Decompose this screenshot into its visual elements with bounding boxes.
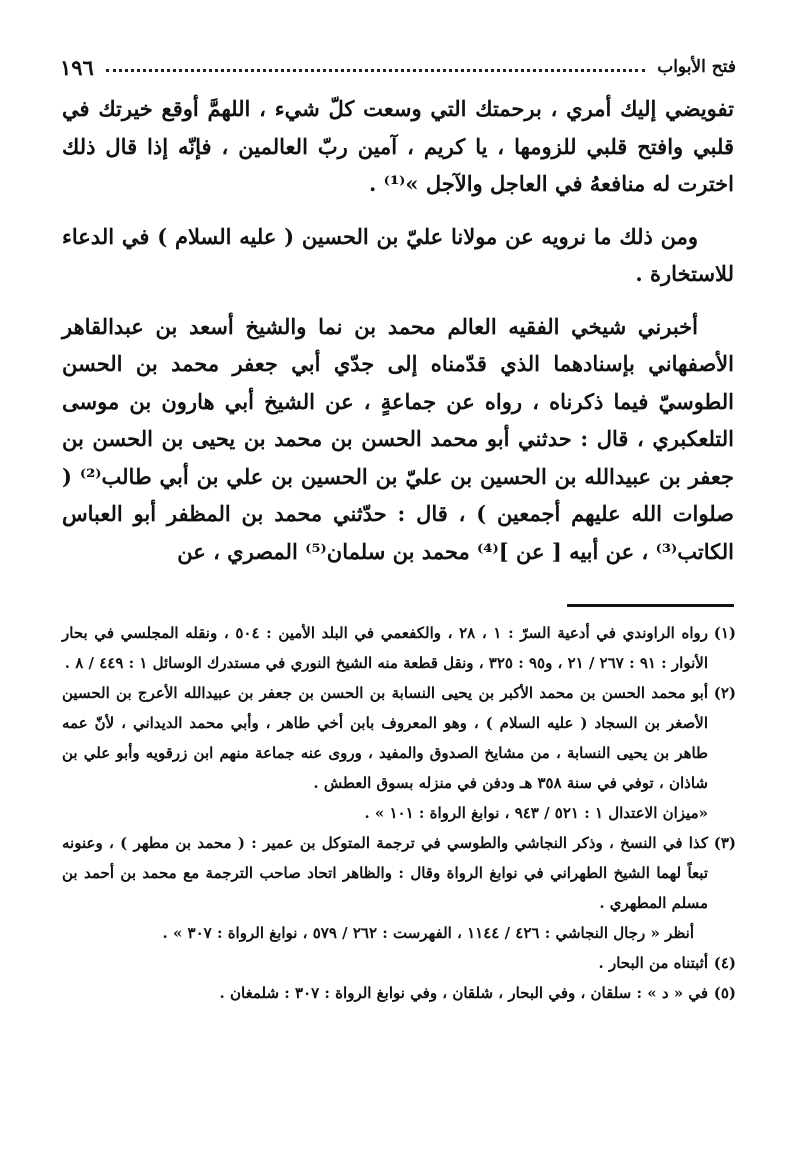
footnote-3 [62,828,736,948]
footnote-1 [62,618,736,678]
footnote-text: في « د » : سلقان ، وفي البحار ، شلقان ، وفي نوابغ الرواة : ٣٠٧ : شلمغان . [219,984,708,1002]
footnote-number: (٢) [713,684,736,702]
book-title: فتح الأبواب [657,57,736,77]
page-number: ١٩٦ [60,54,94,80]
paragraph-3: أخبرني شيخي الفقيه العالم محمد بن نما والشيخ أسعد بن عبدالقاهر الأصفهاني بإسنادهما الذي قدّمناه إلى جدّي أبي جعفر محمد بن الحسن الطوسيّ فيما ذكرناه ، رواه عن جماعةٍ ، عن الشيخ أبي هارون بن موسى التلعكبري ، قال : حدثني أبو محمد الحسن بن محمد بن يحيى بن الحسن بن جعفر بن عبيدالله بن الحسين بن عليّ بن الحسين بن علي بن أبي طالب⁽²⁾ ( صلوات الله عليهم أجمعين ) ، قال : حدّثني محمد بن المظفر أبو العباس الكاتب⁽³⁾ ، عن أبيه [ عن ]⁽⁴⁾ محمد بن سلمان⁽⁵⁾ المصري ، عن [62,313,734,564]
footnote-text: رواه الراوندي في أدعية السرّ : ١ ، ٢٨ ، والكفعمي في البلد الأمين : ٥٠٤ ، ونقله المجلسي في بحار الأنوار : ٩١ : ٢٦٧ / ٢١ ، و٩٥ : ٣٢٥ ، ونقل قطعة منه الشيخ النوري في مستدرك الوسائل ١ : ٤٤٩ / ٨ . [62,624,708,672]
footnote-text: أبو محمد الحسن بن محمد الأكبر بن يحيى النسابة بن الحسن بن جعفر بن عبيدالله الأعرج بن الحسين الأصغر بن السجاد ( عليه السلام ) ، وهو المعروف بابن أخي طاهر ، وأبي محمد الديداني ، لأنّ عمه طاهر بن يحيى النسابة ، من مشايخ الصدوق والمفيد ، وروى عنه جماعة منهم ابن زرقويه وأبو علي بن شاذان ، توفي في سنة ٣٥٨ هـ ودفن في منزله بسوق العطش . [62,684,708,792]
footnote-text: أثبتناه من البحار . [598,954,708,972]
footnote-number: (٤) [713,954,736,972]
main-text [62,90,734,570]
header-dot-leader [106,69,645,72]
footnote-number: (٥) [713,984,736,1002]
paragraph-2: ومن ذلك ما نرويه عن مولانا عليّ بن الحسين ( عليه السلام ) في الدعاء للاستخارة . [62,223,734,286]
footnote-number: (٣) [713,834,736,852]
footnote-text: كذا في النسخ ، وذكر النجاشي والطوسي في ترجمة المتوكل بن عمير : ( محمد بن مطهر ) ، وعنونه تبعاً لهما الشيخ الطهراني في نوابغ الرواة وقال : والظاهر اتحاد صاحب الترجمة مع محمد بن أحمد بن مسلم المطهري . [62,834,708,912]
footnote-5 [62,978,736,1008]
footnotes [62,618,736,1008]
running-header [60,52,736,82]
footnote-2 [62,678,736,828]
paragraph-1: تفويضي إليك أمري ، برحمتك التي وسعت كلّ شيء ، اللهمَّ أوقع خيرتك في قلبي وافتح قلبي للزومها ، يا كريم ، آمين ربّ العالمين ، فإنّه إذا قال ذلك اخترت له منافعهُ في العاجل والآجل »⁽¹⁾ . [62,96,734,196]
footnote-source: «ميزان الاعتدال ١ : ٥٢١ / ٩٤٣ ، نوابغ الرواة : ١٠١ » . [364,804,708,822]
footnote-4 [62,948,736,978]
footnote-source: أنظر « رجال النجاشي : ٤٢٦ / ١١٤٤ ، الفهرست : ٢٦٢ / ٥٧٩ ، نوابغ الرواة : ٣٠٧ » . [162,924,694,942]
footnote-separator [567,604,734,607]
footnote-number: (١) [713,624,736,642]
